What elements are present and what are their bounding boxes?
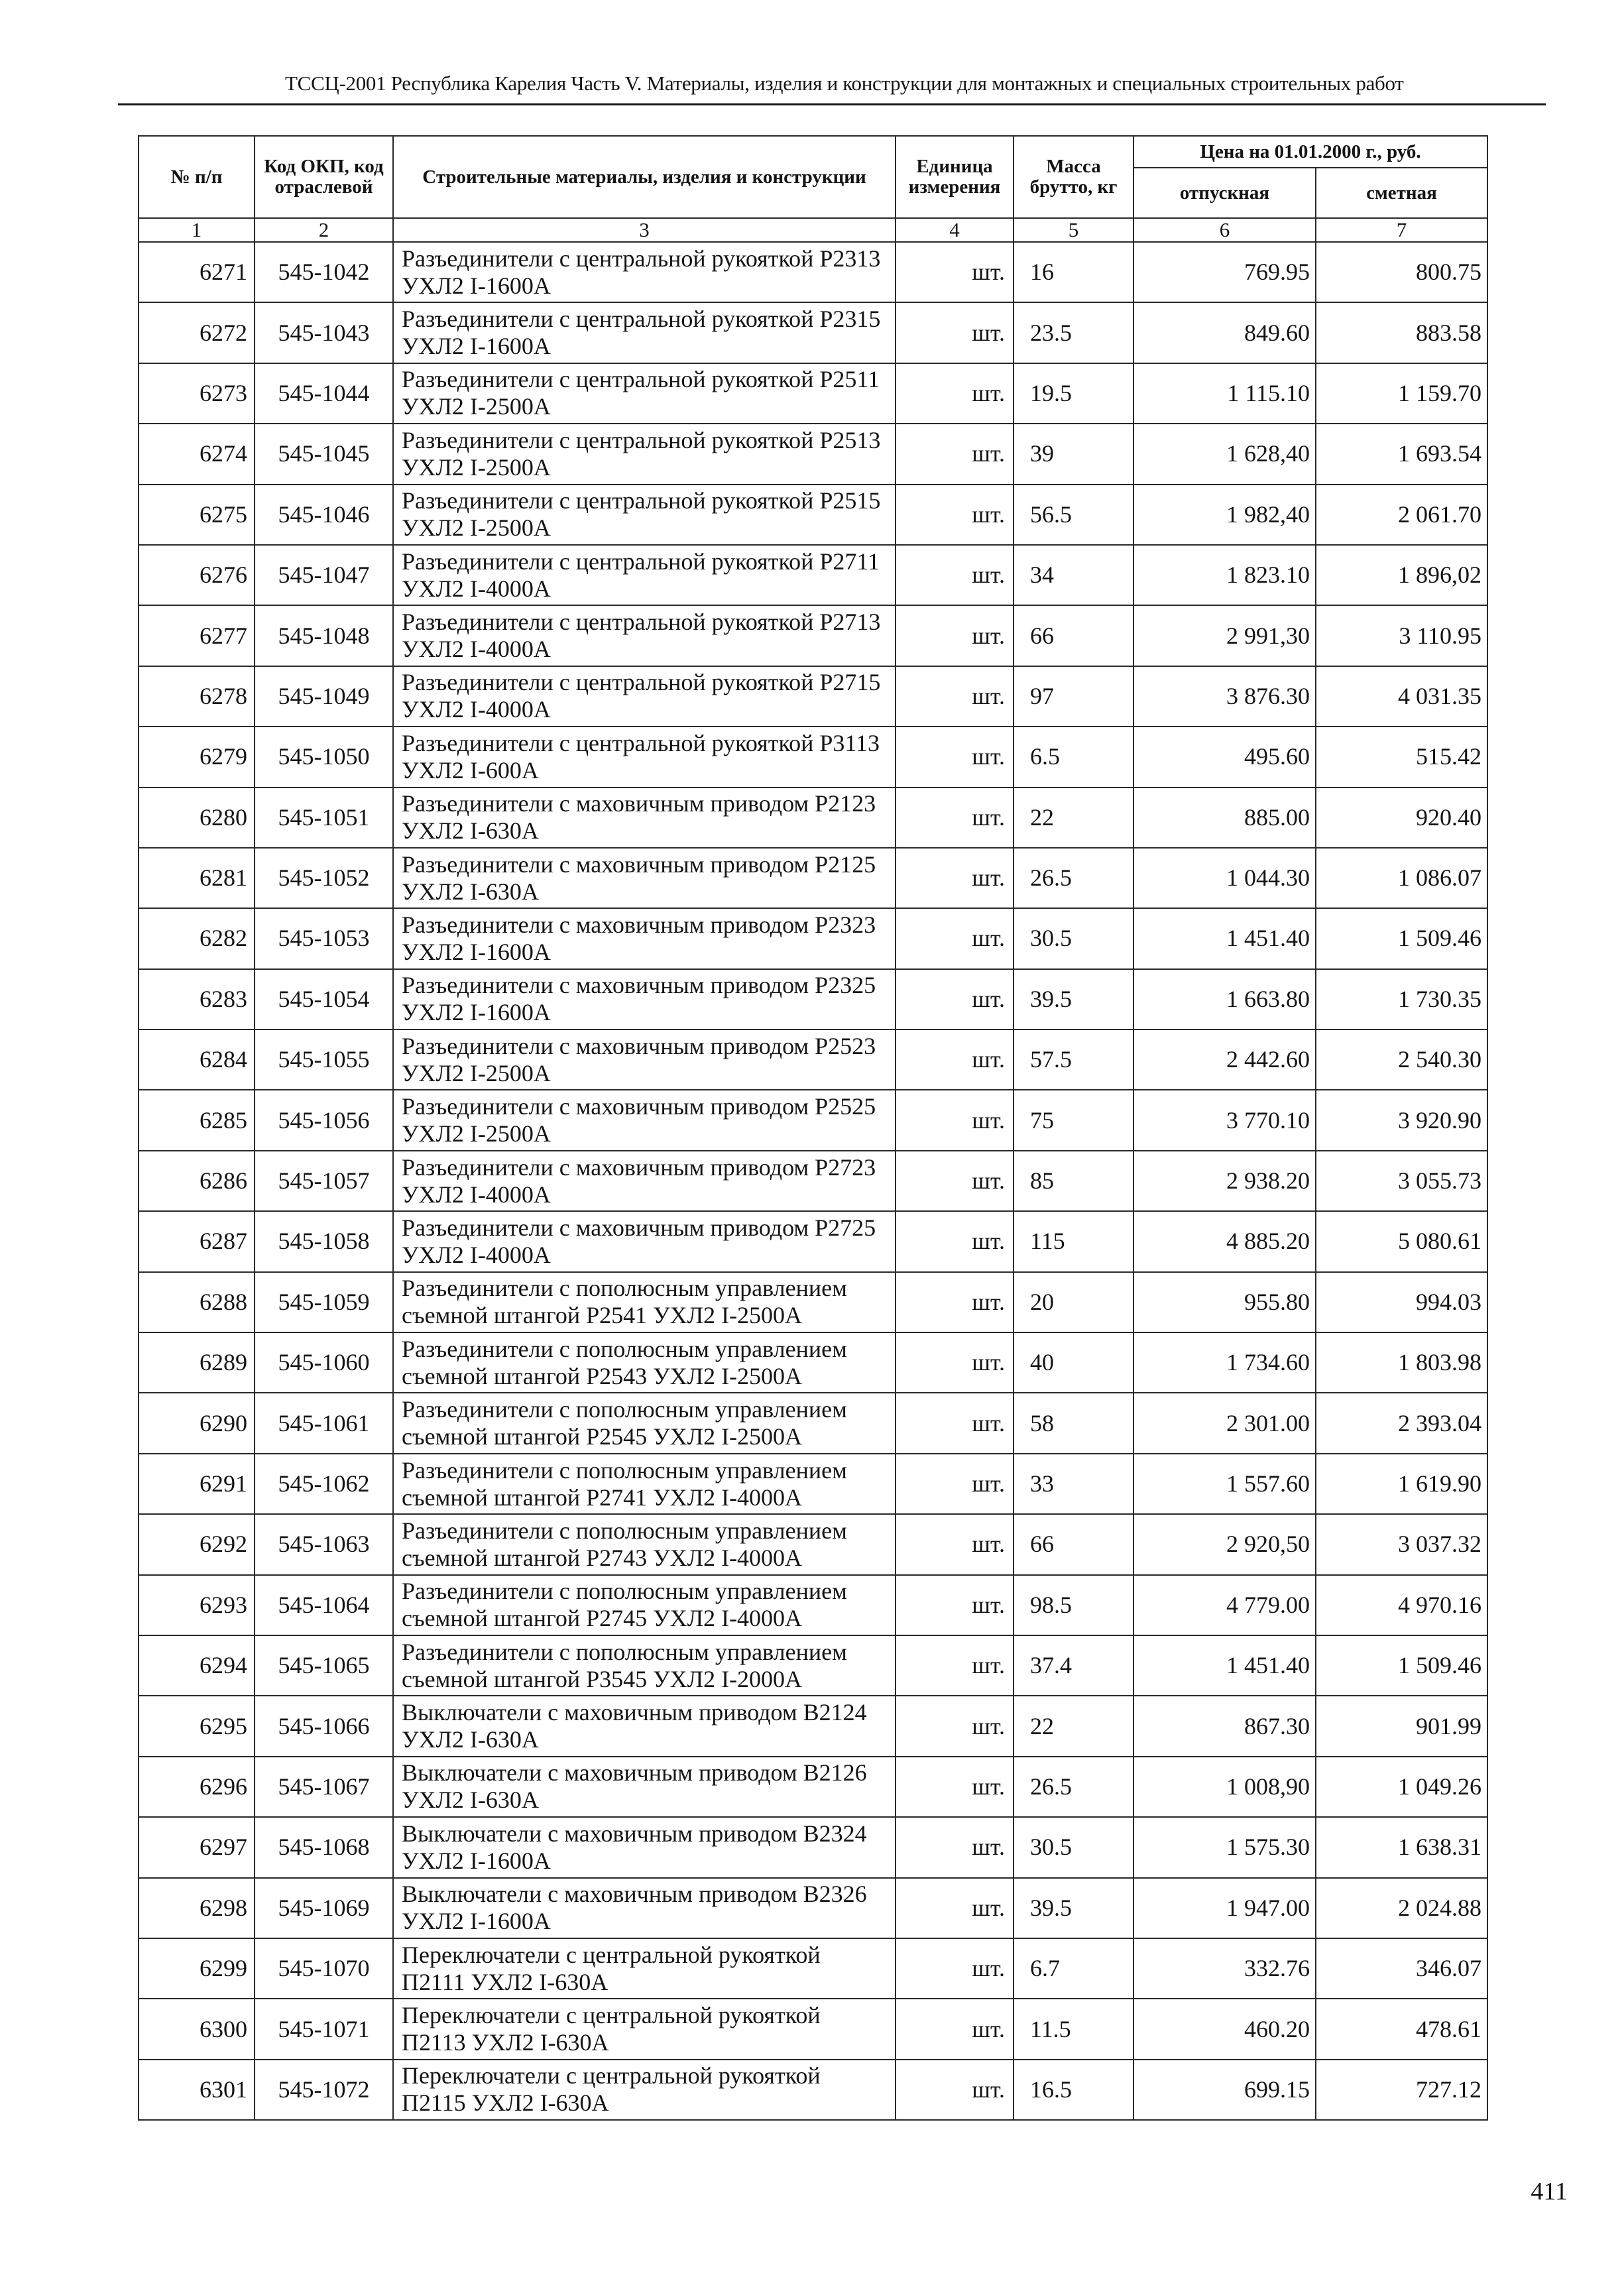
material-name-cell: Выключатели с маховичным приводом В2124 УХЛ2 I-630А — [393, 1696, 896, 1756]
release-price-cell: 1 451.40 — [1133, 908, 1316, 968]
release-price-cell: 1 734.60 — [1133, 1332, 1316, 1393]
material-name-cell: Разъединители с центральной рукояткой Р2711 УХЛ2 I-4000А — [393, 545, 896, 605]
estimate-price-cell: 1 049.26 — [1316, 1757, 1487, 1817]
table-row — [139, 2060, 1487, 2120]
okp-code-cell: 545-1068 — [255, 1817, 393, 1877]
okp-code-cell: 545-1064 — [255, 1575, 393, 1635]
mass-cell: 39 — [1014, 424, 1133, 484]
estimate-price-cell: 2 061.70 — [1316, 485, 1487, 545]
column-number: 5 — [1014, 218, 1133, 242]
header-price-group: Цена на 01.01.2000 г., руб. — [1133, 136, 1487, 168]
column-number: 4 — [896, 218, 1014, 242]
table-row — [139, 1151, 1487, 1211]
mass-cell: 30.5 — [1014, 908, 1133, 968]
estimate-price-cell: 3 037.32 — [1316, 1514, 1487, 1574]
unit-cell: шт. — [896, 1332, 1014, 1393]
release-price-cell: 1 557.60 — [1133, 1454, 1316, 1514]
mass-cell: 37.4 — [1014, 1635, 1133, 1696]
table-row — [139, 727, 1487, 787]
release-price-cell: 1 663.80 — [1133, 969, 1316, 1029]
okp-code-cell: 545-1072 — [255, 2060, 393, 2120]
okp-code-cell: 545-1050 — [255, 727, 393, 787]
row-number-cell: 6294 — [139, 1635, 255, 1696]
estimate-price-cell: 883.58 — [1316, 302, 1487, 363]
unit-cell: шт. — [896, 1514, 1014, 1574]
row-number-cell: 6275 — [139, 485, 255, 545]
release-price-cell: 2 920,50 — [1133, 1514, 1316, 1574]
release-price-cell: 460.20 — [1133, 1999, 1316, 2059]
unit-cell: шт. — [896, 1211, 1014, 1271]
mass-cell: 40 — [1014, 1332, 1133, 1393]
okp-code-cell: 545-1061 — [255, 1393, 393, 1453]
table-row — [139, 545, 1487, 605]
unit-cell: шт. — [896, 1938, 1014, 1999]
unit-cell: шт. — [896, 1635, 1014, 1696]
mass-cell: 66 — [1014, 1514, 1133, 1574]
row-number-cell: 6291 — [139, 1454, 255, 1514]
unit-cell: шт. — [896, 1696, 1014, 1756]
table-row — [139, 424, 1487, 484]
unit-cell: шт. — [896, 2060, 1014, 2120]
header-rule — [118, 103, 1546, 105]
row-number-cell: 6283 — [139, 969, 255, 1029]
okp-code-cell: 545-1063 — [255, 1514, 393, 1574]
unit-cell: шт. — [896, 1454, 1014, 1514]
table-row — [139, 1575, 1487, 1635]
row-number-cell: 6295 — [139, 1696, 255, 1756]
header-price-release: отпускная — [1133, 168, 1316, 218]
estimate-price-cell: 1 896,02 — [1316, 545, 1487, 605]
release-price-cell: 2 442.60 — [1133, 1029, 1316, 1090]
estimate-price-cell: 920.40 — [1316, 788, 1487, 848]
estimate-price-cell: 3 110.95 — [1316, 605, 1487, 666]
release-price-cell: 885.00 — [1133, 788, 1316, 848]
estimate-price-cell: 346.07 — [1316, 1938, 1487, 1999]
mass-cell: 56.5 — [1014, 485, 1133, 545]
table-row — [139, 1393, 1487, 1453]
release-price-cell: 2 991,30 — [1133, 605, 1316, 666]
unit-cell: шт. — [896, 1151, 1014, 1211]
estimate-price-cell: 1 730.35 — [1316, 969, 1487, 1029]
mass-cell: 20 — [1014, 1272, 1133, 1332]
material-name-cell: Разъединители с пополюсным управлением съемной штангой Р2743 УХЛ2 I-4000А — [393, 1514, 896, 1574]
okp-code-cell: 545-1071 — [255, 1999, 393, 2059]
unit-cell: шт. — [896, 485, 1014, 545]
unit-cell: шт. — [896, 1090, 1014, 1150]
okp-code-cell: 545-1060 — [255, 1332, 393, 1393]
table-row — [139, 1514, 1487, 1574]
mass-cell: 98.5 — [1014, 1575, 1133, 1635]
okp-code-cell: 545-1067 — [255, 1757, 393, 1817]
unit-cell: шт. — [896, 908, 1014, 968]
release-price-cell: 2 301.00 — [1133, 1393, 1316, 1453]
table-row — [139, 1272, 1487, 1332]
estimate-price-cell: 5 080.61 — [1316, 1211, 1487, 1271]
release-price-cell: 1 823.10 — [1133, 545, 1316, 605]
row-number-cell: 6292 — [139, 1514, 255, 1574]
row-number-cell: 6278 — [139, 666, 255, 727]
okp-code-cell: 545-1059 — [255, 1272, 393, 1332]
table-row — [139, 666, 1487, 727]
release-price-cell: 495.60 — [1133, 727, 1316, 787]
row-number-cell: 6293 — [139, 1575, 255, 1635]
row-number-cell: 6296 — [139, 1757, 255, 1817]
material-name-cell: Переключатели с центральной рукояткой П2111 УХЛ2 I-630А — [393, 1938, 896, 1999]
material-name-cell: Разъединители с центральной рукояткой Р2715 УХЛ2 I-4000А — [393, 666, 896, 727]
material-name-cell: Разъединители с пополюсным управлением съемной штангой Р3545 УХЛ2 I-2000А — [393, 1635, 896, 1696]
table-row — [139, 1211, 1487, 1271]
estimate-price-cell: 1 803.98 — [1316, 1332, 1487, 1393]
release-price-cell: 1 008,90 — [1133, 1757, 1316, 1817]
material-name-cell: Разъединители с маховичным приводом Р2725 УХЛ2 I-4000А — [393, 1211, 896, 1271]
estimate-price-cell: 1 509.46 — [1316, 1635, 1487, 1696]
okp-code-cell: 545-1051 — [255, 788, 393, 848]
row-number-cell: 6300 — [139, 1999, 255, 2059]
row-number-cell: 6288 — [139, 1272, 255, 1332]
material-name-cell: Разъединители с маховичным приводом Р2325 УХЛ2 I-1600А — [393, 969, 896, 1029]
mass-cell: 26.5 — [1014, 1757, 1133, 1817]
header-mass: Масса брутто, кг — [1014, 136, 1133, 218]
row-number-cell: 6272 — [139, 302, 255, 363]
table-row — [139, 1029, 1487, 1090]
mass-cell: 85 — [1014, 1151, 1133, 1211]
mass-cell: 97 — [1014, 666, 1133, 727]
material-name-cell: Разъединители с центральной рукояткой Р3113 УХЛ2 I-600А — [393, 727, 896, 787]
unit-cell: шт. — [896, 1757, 1014, 1817]
table-row — [139, 1635, 1487, 1696]
material-name-cell: Разъединители с центральной рукояткой Р2713 УХЛ2 I-4000А — [393, 605, 896, 666]
table-row — [139, 242, 1487, 302]
row-number-cell: 6271 — [139, 242, 255, 302]
release-price-cell: 332.76 — [1133, 1938, 1316, 1999]
unit-cell: шт. — [896, 424, 1014, 484]
table-row — [139, 1757, 1487, 1817]
unit-cell: шт. — [896, 969, 1014, 1029]
estimate-price-cell: 4 970.16 — [1316, 1575, 1487, 1635]
mass-cell: 16 — [1014, 242, 1133, 302]
column-number: 6 — [1133, 218, 1316, 242]
unit-cell: шт. — [896, 666, 1014, 727]
row-number-cell: 6289 — [139, 1332, 255, 1393]
estimate-price-cell: 3 055.73 — [1316, 1151, 1487, 1211]
estimate-price-cell: 4 031.35 — [1316, 666, 1487, 727]
material-name-cell: Переключатели с центральной рукояткой П2113 УХЛ2 I-630А — [393, 1999, 896, 2059]
unit-cell: шт. — [896, 242, 1014, 302]
material-name-cell: Разъединители с пополюсным управлением съемной штангой Р2545 УХЛ2 I-2500А — [393, 1393, 896, 1453]
unit-cell: шт. — [896, 788, 1014, 848]
column-number: 2 — [255, 218, 393, 242]
release-price-cell: 3 876.30 — [1133, 666, 1316, 727]
okp-code-cell: 545-1069 — [255, 1878, 393, 1938]
estimate-price-cell: 901.99 — [1316, 1696, 1487, 1756]
mass-cell: 66 — [1014, 605, 1133, 666]
okp-code-cell: 545-1056 — [255, 1090, 393, 1150]
unit-cell: шт. — [896, 1029, 1014, 1090]
row-number-cell: 6297 — [139, 1817, 255, 1877]
material-name-cell: Разъединители с пополюсным управлением съемной штангой Р2741 УХЛ2 I-4000А — [393, 1454, 896, 1514]
header-code: Код ОКП, код отраслевой — [255, 136, 393, 218]
header-name: Строительные материалы, изделия и конструкции — [393, 136, 896, 218]
unit-cell: шт. — [896, 605, 1014, 666]
estimate-price-cell: 1 693.54 — [1316, 424, 1487, 484]
unit-cell: шт. — [896, 363, 1014, 424]
release-price-cell: 1 982,40 — [1133, 485, 1316, 545]
table-row — [139, 848, 1487, 908]
material-name-cell: Разъединители с центральной рукояткой Р2515 УХЛ2 I-2500А — [393, 485, 896, 545]
estimate-price-cell: 1 086.07 — [1316, 848, 1487, 908]
okp-code-cell: 545-1055 — [255, 1029, 393, 1090]
estimate-price-cell: 478.61 — [1316, 1999, 1487, 2059]
mass-cell: 57.5 — [1014, 1029, 1133, 1090]
table-row — [139, 1332, 1487, 1393]
okp-code-cell: 545-1044 — [255, 363, 393, 424]
estimate-price-cell: 800.75 — [1316, 242, 1487, 302]
unit-cell: шт. — [896, 1393, 1014, 1453]
row-number-cell: 6287 — [139, 1211, 255, 1271]
release-price-cell: 1 451.40 — [1133, 1635, 1316, 1696]
material-name-cell: Разъединители с центральной рукояткой Р2315 УХЛ2 I-1600А — [393, 302, 896, 363]
material-name-cell: Разъединители с маховичным приводом Р2723 УХЛ2 I-4000А — [393, 1151, 896, 1211]
okp-code-cell: 545-1047 — [255, 545, 393, 605]
okp-code-cell: 545-1057 — [255, 1151, 393, 1211]
release-price-cell: 1 947.00 — [1133, 1878, 1316, 1938]
row-number-cell: 6280 — [139, 788, 255, 848]
row-number-cell: 6299 — [139, 1938, 255, 1999]
release-price-cell: 769.95 — [1133, 242, 1316, 302]
material-name-cell: Разъединители с пополюсным управлением съемной штангой Р2541 УХЛ2 I-2500А — [393, 1272, 896, 1332]
price-table — [138, 135, 1488, 2121]
release-price-cell: 2 938.20 — [1133, 1151, 1316, 1211]
page-number: 411 — [1531, 2178, 1568, 2205]
row-number-cell: 6286 — [139, 1151, 255, 1211]
material-name-cell: Разъединители с маховичным приводом Р2523 УХЛ2 I-2500А — [393, 1029, 896, 1090]
column-number: 7 — [1316, 218, 1487, 242]
material-name-cell: Разъединители с маховичным приводом Р2125 УХЛ2 I-630А — [393, 848, 896, 908]
header-price-estimate: сметная — [1316, 168, 1487, 218]
estimate-price-cell: 2 393.04 — [1316, 1393, 1487, 1453]
table-row — [139, 1090, 1487, 1150]
mass-cell: 22 — [1014, 788, 1133, 848]
material-name-cell: Разъединители с центральной рукояткой Р2313 УХЛ2 I-1600А — [393, 242, 896, 302]
table-row — [139, 1817, 1487, 1877]
okp-code-cell: 545-1048 — [255, 605, 393, 666]
release-price-cell: 699.15 — [1133, 2060, 1316, 2120]
material-name-cell: Разъединители с центральной рукояткой Р2513 УХЛ2 I-2500А — [393, 424, 896, 484]
header-unit: Единица измерения — [896, 136, 1014, 218]
table-row — [139, 969, 1487, 1029]
okp-code-cell: 545-1052 — [255, 848, 393, 908]
mass-cell: 16.5 — [1014, 2060, 1133, 2120]
row-number-cell: 6301 — [139, 2060, 255, 2120]
row-number-cell: 6281 — [139, 848, 255, 908]
okp-code-cell: 545-1066 — [255, 1696, 393, 1756]
material-name-cell: Разъединители с маховичным приводом Р2323 УХЛ2 I-1600А — [393, 908, 896, 968]
row-number-cell: 6276 — [139, 545, 255, 605]
mass-cell: 33 — [1014, 1454, 1133, 1514]
okp-code-cell: 545-1042 — [255, 242, 393, 302]
material-name-cell: Выключатели с маховичным приводом В2324 УХЛ2 I-1600А — [393, 1817, 896, 1877]
table-row — [139, 1999, 1487, 2059]
estimate-price-cell: 2 540.30 — [1316, 1029, 1487, 1090]
unit-cell: шт. — [896, 1878, 1014, 1938]
unit-cell: шт. — [896, 1999, 1014, 2059]
okp-code-cell: 545-1049 — [255, 666, 393, 727]
unit-cell: шт. — [896, 302, 1014, 363]
unit-cell: шт. — [896, 727, 1014, 787]
table-row — [139, 1878, 1487, 1938]
mass-cell: 19.5 — [1014, 363, 1133, 424]
okp-code-cell: 545-1062 — [255, 1454, 393, 1514]
row-number-cell: 6290 — [139, 1393, 255, 1453]
material-name-cell: Выключатели с маховичным приводом В2326 УХЛ2 I-1600А — [393, 1878, 896, 1938]
unit-cell: шт. — [896, 848, 1014, 908]
estimate-price-cell: 3 920.90 — [1316, 1090, 1487, 1150]
unit-cell: шт. — [896, 1817, 1014, 1877]
table-header — [139, 136, 1487, 242]
row-number-cell: 6282 — [139, 908, 255, 968]
estimate-price-cell: 1 619.90 — [1316, 1454, 1487, 1514]
material-name-cell: Выключатели с маховичным приводом В2126 УХЛ2 I-630А — [393, 1757, 896, 1817]
okp-code-cell: 545-1043 — [255, 302, 393, 363]
mass-cell: 39.5 — [1014, 969, 1133, 1029]
table-row — [139, 1454, 1487, 1514]
estimate-price-cell: 1 509.46 — [1316, 908, 1487, 968]
okp-code-cell: 545-1065 — [255, 1635, 393, 1696]
unit-cell: шт. — [896, 545, 1014, 605]
mass-cell: 26.5 — [1014, 848, 1133, 908]
row-number-cell: 6273 — [139, 363, 255, 424]
table-row — [139, 908, 1487, 968]
unit-cell: шт. — [896, 1272, 1014, 1332]
mass-cell: 39.5 — [1014, 1878, 1133, 1938]
release-price-cell: 4 779.00 — [1133, 1575, 1316, 1635]
mass-cell: 22 — [1014, 1696, 1133, 1756]
okp-code-cell: 545-1070 — [255, 1938, 393, 1999]
material-name-cell: Разъединители с пополюсным управлением съемной штангой Р2543 УХЛ2 I-2500А — [393, 1332, 896, 1393]
estimate-price-cell: 994.03 — [1316, 1272, 1487, 1332]
material-name-cell: Переключатели с центральной рукояткой П2115 УХЛ2 I-630А — [393, 2060, 896, 2120]
estimate-price-cell: 515.42 — [1316, 727, 1487, 787]
column-number: 1 — [139, 218, 255, 242]
running-title: ТССЦ-2001 Республика Карелия Часть V. Материалы, изделия и конструкции для монтажных и специальных строительных работ — [285, 72, 1404, 95]
estimate-price-cell: 1 638.31 — [1316, 1817, 1487, 1877]
mass-cell: 115 — [1014, 1211, 1133, 1271]
row-number-cell: 6274 — [139, 424, 255, 484]
release-price-cell: 1 628,40 — [1133, 424, 1316, 484]
okp-code-cell: 545-1045 — [255, 424, 393, 484]
release-price-cell: 1 044.30 — [1133, 848, 1316, 908]
material-name-cell: Разъединители с пополюсным управлением съемной штангой Р2745 УХЛ2 I-4000А — [393, 1575, 896, 1635]
okp-code-cell: 545-1054 — [255, 969, 393, 1029]
release-price-cell: 3 770.10 — [1133, 1090, 1316, 1150]
release-price-cell: 4 885.20 — [1133, 1211, 1316, 1271]
mass-cell: 6.5 — [1014, 727, 1133, 787]
material-name-cell: Разъединители с маховичным приводом Р2123 УХЛ2 I-630А — [393, 788, 896, 848]
mass-cell: 75 — [1014, 1090, 1133, 1150]
row-number-cell: 6284 — [139, 1029, 255, 1090]
row-number-cell: 6298 — [139, 1878, 255, 1938]
mass-cell: 23.5 — [1014, 302, 1133, 363]
estimate-price-cell: 1 159.70 — [1316, 363, 1487, 424]
row-number-cell: 6285 — [139, 1090, 255, 1150]
release-price-cell: 1 575.30 — [1133, 1817, 1316, 1877]
row-number-cell: 6279 — [139, 727, 255, 787]
table-body — [139, 242, 1487, 2120]
table-row — [139, 485, 1487, 545]
material-name-cell: Разъединители с маховичным приводом Р2525 УХЛ2 I-2500А — [393, 1090, 896, 1150]
row-number-cell: 6277 — [139, 605, 255, 666]
mass-cell: 11.5 — [1014, 1999, 1133, 2059]
estimate-price-cell: 727.12 — [1316, 2060, 1487, 2120]
table-row — [139, 605, 1487, 666]
okp-code-cell: 545-1053 — [255, 908, 393, 968]
mass-cell: 34 — [1014, 545, 1133, 605]
unit-cell: шт. — [896, 1575, 1014, 1635]
release-price-cell: 955.80 — [1133, 1272, 1316, 1332]
column-number: 3 — [393, 218, 896, 242]
table-row — [139, 302, 1487, 363]
material-name-cell: Разъединители с центральной рукояткой Р2511 УХЛ2 I-2500А — [393, 363, 896, 424]
column-number-row — [139, 218, 1487, 242]
mass-cell: 6.7 — [1014, 1938, 1133, 1999]
release-price-cell: 867.30 — [1133, 1696, 1316, 1756]
mass-cell: 58 — [1014, 1393, 1133, 1453]
mass-cell: 30.5 — [1014, 1817, 1133, 1877]
okp-code-cell: 545-1058 — [255, 1211, 393, 1271]
table-row — [139, 363, 1487, 424]
okp-code-cell: 545-1046 — [255, 485, 393, 545]
header-num: № п/п — [139, 136, 255, 218]
table-row — [139, 1938, 1487, 1999]
estimate-price-cell: 2 024.88 — [1316, 1878, 1487, 1938]
table-row — [139, 1696, 1487, 1756]
table-row — [139, 788, 1487, 848]
release-price-cell: 849.60 — [1133, 302, 1316, 363]
release-price-cell: 1 115.10 — [1133, 363, 1316, 424]
